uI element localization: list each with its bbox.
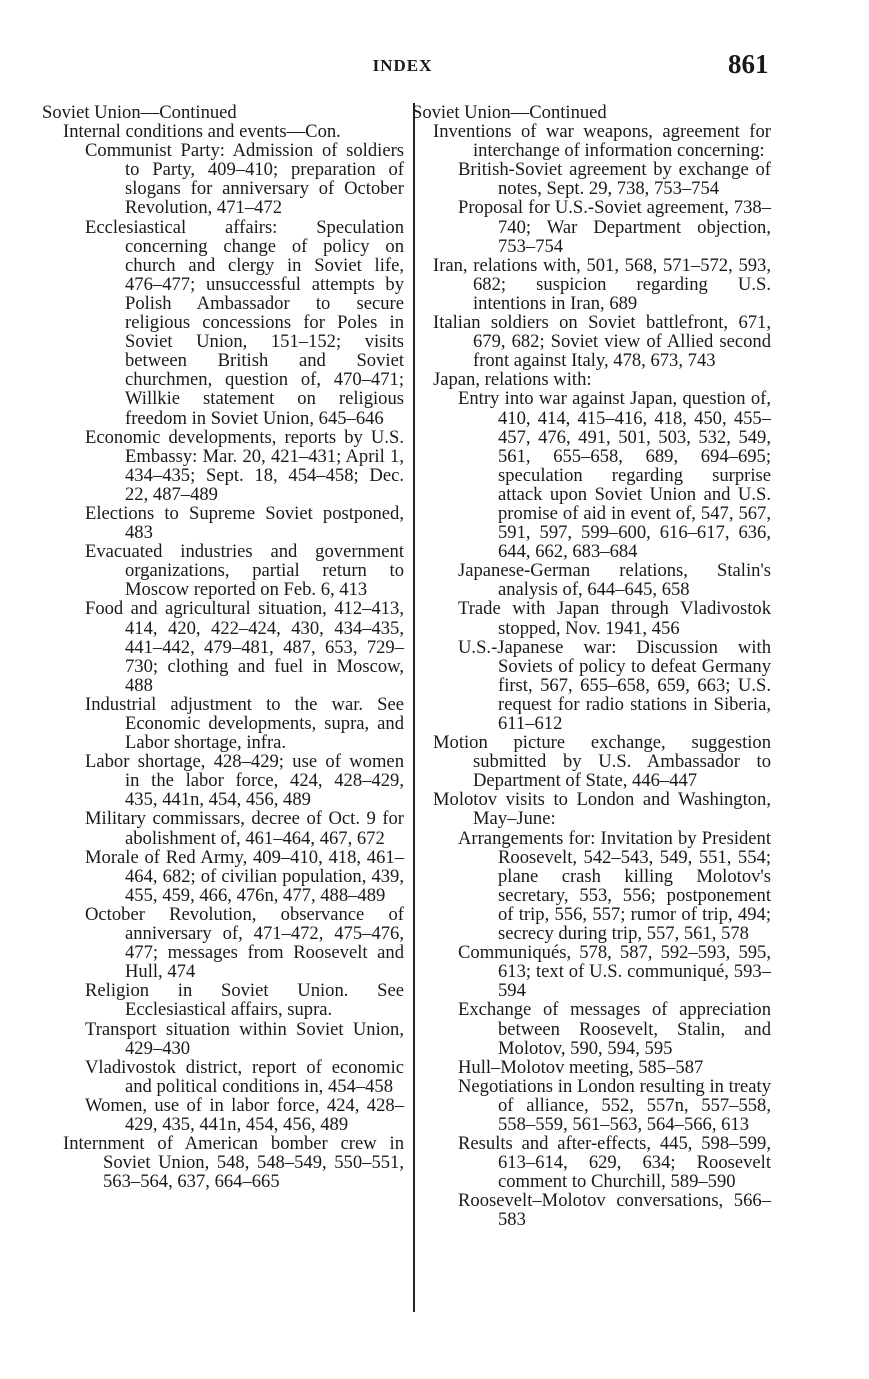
index-entry: Roosevelt–Molotov conversations, 566–583 — [458, 1190, 771, 1231]
column-divider — [413, 103, 415, 1312]
index-entry: Internal conditions and events—Con. — [63, 121, 341, 143]
index-entry: Ecclesiastical affairs: Speculation concerning change of policy on church and clergy in Soviet life, 476–477; unsuccessful attempts by Polish Ambassador to secure religious concessions for Poles in Soviet Union, 151–152; visits between British and Soviet churchmen, question of, 470–471; Willkie statement on religious freedom in Soviet Union, 645–646 — [85, 216, 404, 429]
index-entry: Internment of American bomber crew in Soviet Union, 548, 548–549, 550–551, 563–564, 637, 664–665 — [63, 1133, 404, 1193]
index-entry: Arrangements for: Invitation by President Roosevelt, 542–543, 549, 551, 554; plane crash killing Molotov's secretary, 553, 556; postponement of trip, 556, 557; rumor of trip, 494; secrecy during trip, 557, 561, 578 — [458, 827, 771, 945]
index-entry: Women, use of in labor force, 424, 428–429, 435, 441n, 454, 456, 489 — [85, 1094, 404, 1135]
index-entry: Elections to Supreme Soviet postponed, 483 — [85, 502, 404, 544]
index-entry: Exchange of messages of appreciation between Roosevelt, Stalin, and Molotov, 590, 594, 595 — [458, 999, 771, 1059]
page-number: 861 — [728, 49, 769, 79]
index-entry: Food and agricultural situation, 412–413, 414, 420, 422–424, 430, 434–435, 441–442, 479–481, 487, 653, 729–730; clothing and fuel in Moscow, 488 — [85, 598, 404, 696]
index-entry: Motion picture exchange, suggestion submitted by U.S. Ambassador to Department of State, 446–447 — [433, 732, 771, 792]
index-entry: Communiqués, 578, 587, 592–593, 595, 613; text of U.S. communiqué, 593–594 — [458, 942, 771, 1002]
left-index-column — [0, 103, 412, 1191]
index-entry: Transport situation within Soviet Union, 429–430 — [85, 1018, 404, 1059]
index-entry: British-Soviet agreement by exchange of notes, Sept. 29, 738, 753–754 — [458, 159, 771, 200]
index-entry: Japan, relations with: — [433, 369, 592, 391]
index-entry: Military commissars, decree of Oct. 9 for abolishment of, 461–464, 467, 672 — [85, 808, 404, 849]
index-entry: Economic developments, reports by U.S. Embassy: Mar. 20, 421–431; April 1, 434–435; Sept. 18, 454–458; Dec. 22, 487–489 — [85, 426, 404, 505]
index-entry: Soviet Union—Continued — [42, 102, 237, 123]
index-entry: Labor shortage, 428–429; use of women in the labor force, 424, 428–429, 435, 441n, 454, 456, 489 — [85, 751, 404, 811]
index-entry: Negotiations in London resulting in treaty of alliance, 552, 557n, 557–558, 558–559, 561–563, 564–566, 613 — [458, 1075, 771, 1135]
index-entry: Communist Party: Admission of soldiers to Party, 409–410; preparation of slogans for anniversary of October Revolution, 471–472 — [85, 140, 404, 219]
index-entry: U.S.-Japanese war: Discussion with Soviets of policy to defeat Germany first, 567, 655–658, 659, 663; U.S. request for radio stations in Siberia, 611–612 — [458, 636, 771, 734]
index-entry: Trade with Japan through Vladivostok stopped, Nov. 1941, 456 — [458, 598, 771, 639]
index-entry: Italian soldiers on Soviet battlefront, 671, 679, 682; Soviet view of Allied second front against Italy, 478, 673, 743 — [433, 312, 771, 372]
index-entry: Japanese-German relations, Stalin's analysis of, 644–645, 658 — [458, 560, 771, 601]
index-entry: Vladivostok district, report of economic and political conditions in, 454–458 — [85, 1056, 404, 1097]
running-header: INDEX — [372, 56, 433, 75]
index-entry: Proposal for U.S.-Soviet agreement, 738–740; War Department objection, 753–754 — [458, 197, 771, 257]
index-entry: Evacuated industries and government organizations, partial return to Moscow reported on Feb. 6, 413 — [85, 541, 404, 601]
index-entry: October Revolution, observance of anniversary of, 471–472, 475–476, 477; messages from Roosevelt and Hull, 474 — [85, 903, 404, 983]
index-entry: Entry into war against Japan, question of, 410, 414, 415–416, 418, 450, 455–457, 476, 491, 501, 503, 532, 549, 561, 655–658, 689, 694–695; speculation regarding surprise attack upon Soviet Union and U.S. promise of aid in event of, 547, 567, 591, 597, 599–600, 616–617, 636, 644, 662, 683–684 — [458, 388, 771, 563]
index-entry: Inventions of war weapons, agreement for interchange of information concerning: — [433, 121, 771, 162]
index-entry: Results and after-effects, 445, 598–599, 613–614, 629, 634; Roosevelt comment to Churchill, 589–590 — [458, 1133, 771, 1193]
index-entry: Iran, relations with, 501, 568, 571–572, 593, 682; suspicion regarding U.S. intentions in Iran, 689 — [433, 254, 771, 314]
index-entry: Industrial adjustment to the war. See Economic developments, supra, and Labor shortage, infra. — [85, 693, 404, 754]
index-entry: Soviet Union—Continued — [412, 102, 607, 123]
index-entry: Morale of Red Army, 409–410, 418, 461–464, 682; of civilian population, 439, 455, 459, 466, 476n, 477, 488–489 — [85, 846, 404, 906]
index-entry: Molotov visits to London and Washington, May–June: — [433, 789, 771, 830]
right-index-column — [412, 102, 869, 1231]
index-entry: Religion in Soviet Union. See Ecclesiastical affairs, supra. — [85, 980, 404, 1021]
index-entry: Hull–Molotov meeting, 585–587 — [458, 1056, 704, 1078]
